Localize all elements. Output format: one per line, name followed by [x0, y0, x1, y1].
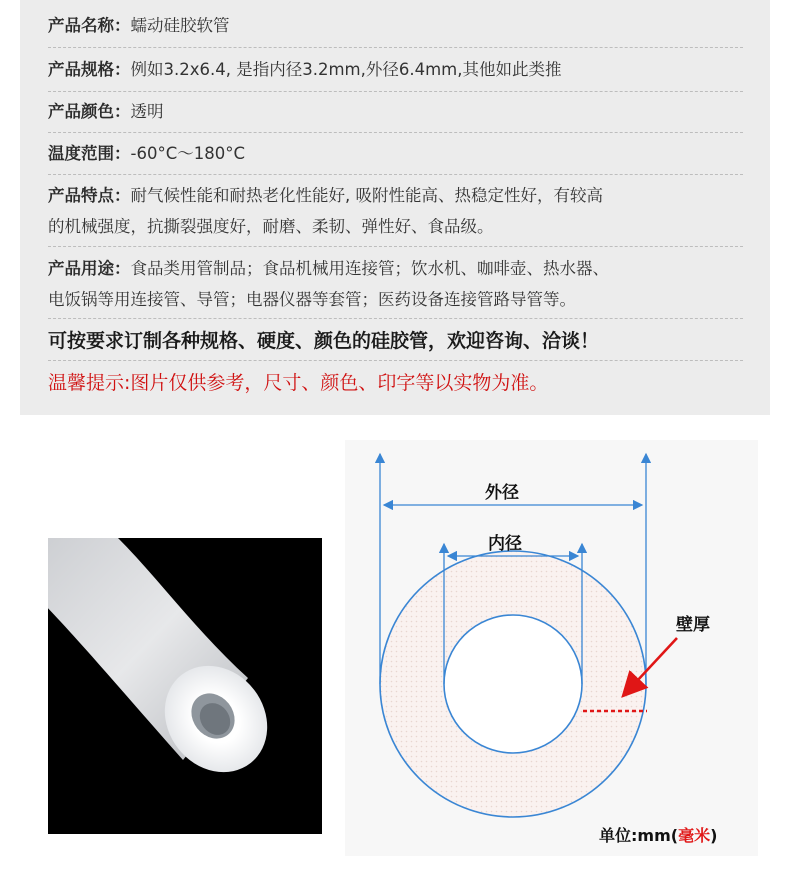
cross-section-diagram: [345, 440, 758, 856]
spec-key: 产品规格：: [48, 60, 131, 79]
spec-value-cont: 电饭锅等用连接管、导管；电器仪器等套管；医药设备连接管路导管等。: [48, 290, 576, 309]
spec-value-cont: 的机械强度，抗撕裂强度好，耐磨、柔韧、弹性好、食品级。: [48, 217, 494, 236]
spec-value: 例如3.2x6.4, 是指内径3.2mm,外径6.4mm,其他如此类推: [130, 60, 562, 79]
spec-panel: [20, 0, 770, 415]
spec-value: -60°C～180°C: [130, 144, 245, 163]
outer-diameter-label: 外径: [485, 483, 519, 503]
spec-key: 温度范围：: [48, 144, 131, 163]
divider: [48, 132, 743, 133]
wall-thickness-label: 壁厚: [676, 615, 710, 635]
dimension-diagram: [345, 440, 758, 856]
spec-row-uses: [48, 253, 743, 315]
spec-row-temperature: [48, 138, 743, 169]
spec-value: 耐气候性能和耐热老化性能好, 吸附性能高、热稳定性好，有较高: [130, 186, 603, 205]
spec-value: 食品类用管制品；食品机械用连接管；饮水机、咖啡壶、热水器、: [130, 259, 609, 278]
divider: [48, 174, 743, 175]
unit-label: [599, 823, 717, 846]
divider: [48, 360, 743, 361]
custom-order-text: 可按要求订制各种规格、硬度、颜色的硅胶管，欢迎咨询、洽谈！: [48, 330, 600, 352]
divider: [48, 47, 743, 48]
spec-row-size: [48, 54, 743, 85]
unit-suffix: ): [710, 826, 718, 845]
unit-chinese: 毫米: [678, 826, 711, 845]
spec-key: 产品颜色：: [48, 102, 131, 121]
spec-key: 产品特点：: [48, 186, 131, 205]
tube-illustration: [48, 538, 322, 834]
reminder-text: 温馨提示:图片仅供参考，尺寸、颜色、印字等以实物为准。: [48, 372, 549, 394]
inner-bore: [444, 615, 582, 753]
spec-key: 产品用途：: [48, 259, 131, 278]
product-photo: [48, 538, 322, 834]
inner-diameter-label: 内径: [488, 534, 522, 554]
divider: [48, 246, 743, 247]
spec-row-color: [48, 96, 743, 127]
divider: [48, 318, 743, 319]
spec-row-features: [48, 180, 743, 242]
divider: [48, 91, 743, 92]
spec-row-name: [48, 10, 743, 41]
spec-value: 透明: [130, 102, 164, 121]
unit-prefix: 单位:mm(: [599, 826, 679, 845]
spec-key: 产品名称：: [48, 16, 131, 35]
spec-value: 蠕动硅胶软管: [130, 16, 230, 35]
